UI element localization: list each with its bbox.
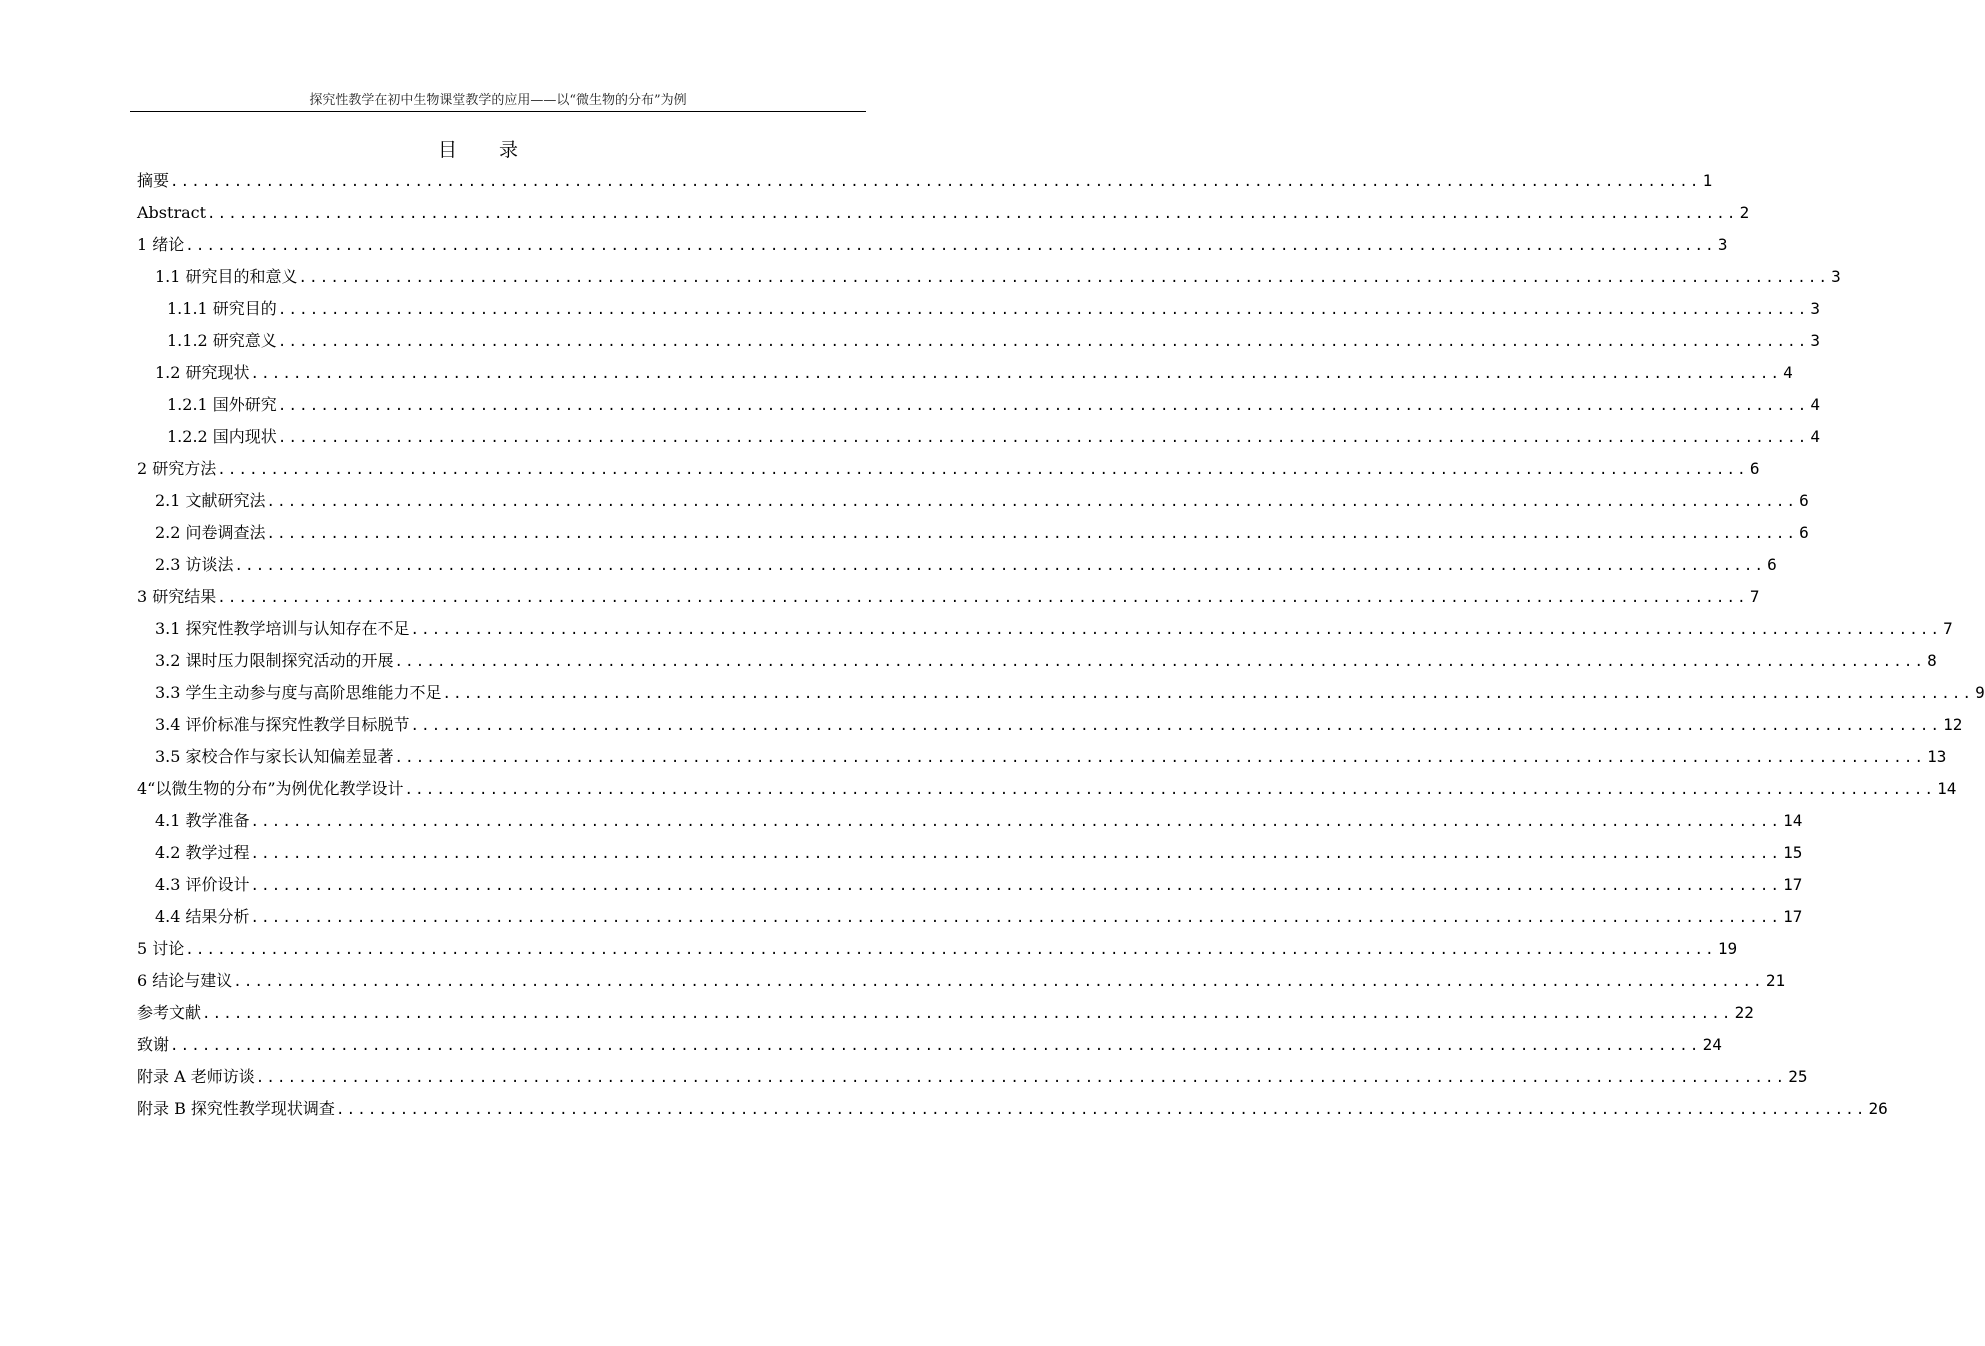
toc-entry-label: 1.2.2 国内现状 <box>167 427 277 446</box>
toc-dot-leader: ................................................................................................................................................ <box>255 1070 1787 1086</box>
toc-entry-label: 4.3 评价设计 <box>155 875 250 894</box>
toc-entry-label: 4.2 教学过程 <box>155 843 250 862</box>
toc-entry[interactable] <box>137 837 1803 869</box>
toc-entry-label: 1.1.2 研究意义 <box>167 331 277 350</box>
toc-entry-label: 4.1 教学准备 <box>155 811 250 830</box>
toc-entry-label: 3.2 课时压力限制探究活动的开展 <box>155 651 394 670</box>
toc-entry-label: 2.3 访谈法 <box>155 555 234 574</box>
toc-dot-leader: ................................................................................................................................................ <box>185 942 1716 958</box>
toc-entry[interactable] <box>137 1061 1808 1093</box>
toc-entry-page-number: 9 <box>1975 683 1985 702</box>
toc-entry-label: 5 讨论 <box>137 939 185 958</box>
toc-dot-leader: ................................................................................................................................................ <box>277 302 1809 318</box>
toc-dot-leader: ................................................................................................................................................ <box>410 622 1942 638</box>
toc-entry-page-number: 14 <box>1937 779 1957 798</box>
toc-entry[interactable] <box>137 965 1786 997</box>
toc-entry-page-number: 25 <box>1788 1067 1808 1086</box>
toc-entry-page-number: 3 <box>1717 235 1728 254</box>
toc-entry-page-number: 17 <box>1783 907 1803 926</box>
toc-entry[interactable] <box>137 773 1957 805</box>
running-header: 探究性教学在初中生物课堂教学的应用——以“微生物的分布”为例 <box>309 93 687 108</box>
toc-entry-page-number: 24 <box>1702 1035 1722 1054</box>
toc-entry[interactable] <box>137 165 1713 197</box>
toc-dot-leader: ................................................................................................................................................ <box>298 270 1830 286</box>
toc-entry[interactable] <box>137 293 1820 325</box>
toc-entry-page-number: 4 <box>1783 363 1793 382</box>
toc-entry-label: Abstract <box>137 203 207 222</box>
toc-entry[interactable] <box>137 197 1750 229</box>
toc-dot-leader: ................................................................................................................................................ <box>234 558 1766 574</box>
toc-entry-page-number: 1 <box>1702 171 1713 190</box>
toc-entry-page-number: 7 <box>1749 587 1760 606</box>
toc-entry[interactable] <box>137 645 1937 677</box>
toc-entry-label: 3 研究结果 <box>137 587 217 606</box>
toc-entry[interactable] <box>137 453 1760 485</box>
toc-entry-page-number: 14 <box>1783 811 1803 830</box>
toc-dot-leader: ................................................................................................................................................ <box>394 654 1926 670</box>
toc-dot-leader: ................................................................................................................................................ <box>250 366 1782 382</box>
toc-entry-page-number: 3 <box>1810 299 1820 318</box>
toc-entry[interactable] <box>137 261 1841 293</box>
toc-dot-leader: ................................................................................................................................................ <box>170 174 1701 190</box>
toc-entry-label: 2.2 问卷调查法 <box>155 523 266 542</box>
toc-dot-leader: ................................................................................................................................................ <box>335 1102 1867 1118</box>
toc-dot-leader: ................................................................................................................................................ <box>250 846 1782 862</box>
toc-entry-page-number: 8 <box>1927 651 1937 670</box>
toc-dot-leader: ................................................................................................................................................ <box>233 974 1764 990</box>
toc-entry[interactable] <box>137 741 1947 773</box>
toc-dot-leader: ................................................................................................................................................ <box>394 750 1926 766</box>
toc-entry-page-number: 7 <box>1943 619 1953 638</box>
toc-entry-page-number: 3 <box>1831 267 1841 286</box>
toc-entry-page-number: 19 <box>1717 939 1738 958</box>
toc-dot-leader: ................................................................................................................................................ <box>266 494 1798 510</box>
toc-entry-label: 2 研究方法 <box>137 459 217 478</box>
toc-dot-leader: ................................................................................................................................................ <box>442 686 1974 702</box>
toc-entry-page-number: 4 <box>1810 427 1820 446</box>
toc-entry[interactable] <box>137 485 1809 517</box>
toc-entry-label: 摘要 <box>137 171 170 190</box>
toc-dot-leader: ................................................................................................................................................ <box>250 910 1782 926</box>
toc-entry[interactable] <box>137 613 1953 645</box>
toc-entry-page-number: 26 <box>1868 1099 1888 1118</box>
toc-dot-leader: ................................................................................................................................................ <box>170 1038 1701 1054</box>
toc-entry-label: 3.1 探究性教学培训与认知存在不足 <box>155 619 410 638</box>
toc-entry-label: 致谢 <box>137 1035 170 1054</box>
toc-entry-page-number: 22 <box>1734 1003 1754 1022</box>
toc-entry-label: 1 绪论 <box>137 235 185 254</box>
toc-entry[interactable] <box>137 677 1985 709</box>
toc-entry[interactable] <box>137 581 1760 613</box>
toc-dot-leader: ................................................................................................................................................ <box>410 718 1942 734</box>
header-rule <box>130 111 866 112</box>
toc-dot-leader: ................................................................................................................................................ <box>207 206 1738 222</box>
toc-entry-label: 参考文献 <box>137 1003 202 1022</box>
toc-dot-leader: ................................................................................................................................................ <box>266 526 1798 542</box>
toc-entry[interactable] <box>137 1093 1888 1125</box>
toc-dot-leader: ................................................................................................................................................ <box>277 334 1809 350</box>
toc-entry-label: 1.2 研究现状 <box>155 363 250 382</box>
toc-dot-leader: ................................................................................................................................................ <box>217 590 1748 606</box>
toc-entry-page-number: 6 <box>1767 555 1777 574</box>
toc-entry-label: 3.5 家校合作与家长认知偏差显著 <box>155 747 394 766</box>
toc-entry-page-number: 17 <box>1783 875 1803 894</box>
toc-entry[interactable] <box>137 901 1803 933</box>
toc-entry-label: 附录 A 老师访谈 <box>137 1067 255 1086</box>
toc-entry-label: 4“以微生物的分布”为例优化教学设计 <box>137 779 404 798</box>
toc-entry[interactable] <box>137 805 1803 837</box>
toc-entry[interactable] <box>137 517 1809 549</box>
toc-entry-page-number: 6 <box>1749 459 1760 478</box>
toc-dot-leader: ................................................................................................................................................ <box>217 462 1748 478</box>
toc-dot-leader: ................................................................................................................................................ <box>250 878 1782 894</box>
toc-entry-label: 4.4 结果分析 <box>155 907 250 926</box>
toc-entry-page-number: 4 <box>1810 395 1820 414</box>
toc-entry[interactable] <box>137 869 1803 901</box>
toc-dot-leader: ................................................................................................................................................ <box>277 398 1809 414</box>
toc-entry-page-number: 6 <box>1799 523 1809 542</box>
toc-entry[interactable] <box>137 421 1820 453</box>
toc-entry[interactable] <box>137 933 1738 965</box>
toc-entry-label: 3.4 评价标准与探究性教学目标脱节 <box>155 715 410 734</box>
toc-entry-label: 1.2.1 国外研究 <box>167 395 277 414</box>
toc-entry[interactable] <box>137 709 1963 741</box>
toc-dot-leader: ................................................................................................................................................ <box>202 1006 1733 1022</box>
toc-entry-label: 1.1.1 研究目的 <box>167 299 277 318</box>
toc-entry-label: 3.3 学生主动参与度与高阶思维能力不足 <box>155 683 442 702</box>
toc-entry[interactable] <box>137 1029 1722 1061</box>
toc-entry-label: 2.1 文献研究法 <box>155 491 266 510</box>
toc-entry[interactable] <box>137 549 1777 581</box>
toc-entry-label: 附录 B 探究性教学现状调查 <box>137 1099 335 1118</box>
toc-dot-leader: ................................................................................................................................................ <box>250 814 1782 830</box>
toc-entry-page-number: 12 <box>1943 715 1963 734</box>
toc-entry[interactable] <box>137 389 1820 421</box>
toc-entry-page-number: 6 <box>1799 491 1809 510</box>
toc-entry-label: 1.1 研究目的和意义 <box>155 267 298 286</box>
toc-entry[interactable] <box>137 357 1793 389</box>
toc-dot-leader: ................................................................................................................................................ <box>404 782 1936 798</box>
toc-title: 目录 <box>437 139 560 161</box>
table-of-contents <box>137 165 1985 1125</box>
toc-entry-label: 6 结论与建议 <box>137 971 233 990</box>
toc-entry[interactable] <box>137 325 1820 357</box>
toc-dot-leader: ................................................................................................................................................ <box>185 238 1716 254</box>
toc-entry[interactable] <box>137 229 1728 261</box>
toc-entry-page-number: 15 <box>1783 843 1803 862</box>
toc-dot-leader: ................................................................................................................................................ <box>277 430 1809 446</box>
toc-entry-page-number: 13 <box>1927 747 1947 766</box>
toc-entry-page-number: 3 <box>1810 331 1820 350</box>
toc-entry[interactable] <box>137 997 1754 1029</box>
toc-entry-page-number: 21 <box>1765 971 1786 990</box>
toc-entry-page-number: 2 <box>1739 203 1750 222</box>
